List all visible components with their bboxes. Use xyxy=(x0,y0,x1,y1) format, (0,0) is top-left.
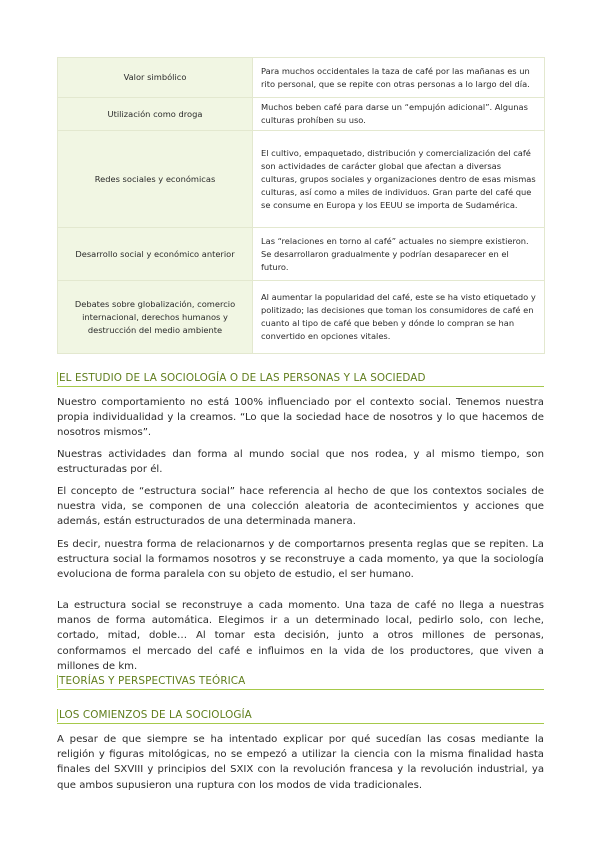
section-heading-text: TEORÍAS Y PERSPECTIVAS TEÓRICA xyxy=(59,675,246,687)
table-cell-label: Valor simbólico xyxy=(58,58,253,98)
table-row xyxy=(58,131,545,228)
table-row xyxy=(58,281,545,354)
table-row xyxy=(58,98,545,131)
paragraph: Nuestras actividades dan forma al mundo social que nos rodea, y al mismo tiempo, son estructuradas por él. xyxy=(57,449,544,476)
table-cell-label: Desarrollo social y económico anterior xyxy=(58,228,253,281)
table-cell-text: Al aumentar la popularidad del café, este se ha visto etiquetado y politizado; las decisiones que toman los consumidores de café en cuanto al tipo de café que beben y dónde lo compran se han convertido en opciones vitales. xyxy=(253,281,545,354)
section-heading-text: EL ESTUDIO DE LA SOCIOLOGÍA O DE LAS PERSONAS Y LA SOCIEDAD xyxy=(59,372,426,384)
table-row xyxy=(58,58,545,98)
paragraph: El concepto de “estructura social” hace referencia al hecho de que los contextos sociales de nuestra vida, se componen de una colección aleatoria de acontecimientos y acciones que además, están estructurados de una determinada manera. xyxy=(57,486,544,528)
coffee-table xyxy=(57,57,545,354)
table-cell-text: Las “relaciones en torno al café” actuales no siempre existieron. Se desarrollaron gradualmente y podrían desaparecer en el futuro. xyxy=(253,228,545,281)
table-row xyxy=(58,228,545,281)
table-cell-text: Muchos beben café para darse un “empujón adicional”. Algunas culturas prohíben su uso. xyxy=(253,98,545,131)
table-cell-text: El cultivo, empaquetado, distribución y comercialización del café son actividades de carácter global que afectan a diversas culturas, grupos sociales y organizaciones dentro de esas mismas culturas, así como a miles de individuos. Gran parte del café que se consume en Europa y los EEUU se importa de Sudamérica. xyxy=(253,131,545,228)
paragraph: Es decir, nuestra forma de relacionarnos y de comportarnos presenta reglas que se repiten. La estructura social la formamos nosotros y se reconstruye a cada momento, ya que la sociología evoluciona de forma paralela con su objeto de estudio, el ser humano. xyxy=(57,539,544,581)
paragraph: La estructura social se reconstruye a cada momento. Una taza de café no llega a nuestras manos de forma automática. Elegimos ir a un determinado local, pedirlo solo, con leche, cortado, mitad, doble… Al tomar esta decisión, junto a otros millones de personas, conformamos el mercado del café e influimos en la vida de los productores, que viven a millones de km. xyxy=(57,600,544,672)
section-heading-teorias xyxy=(57,673,544,690)
table-cell-label: Utilización como droga xyxy=(58,98,253,131)
section-heading-sociologia xyxy=(57,370,544,387)
section-heading-comienzos xyxy=(57,707,544,724)
table-cell-text: Para muchos occidentales la taza de café por las mañanas es un rito personal, que se repite con otras personas a lo largo del día. xyxy=(253,58,545,98)
section-heading-text: LOS COMIENZOS DE LA SOCIOLOGÍA xyxy=(59,709,252,721)
paragraph: A pesar de que siempre se ha intentado explicar por qué sucedían las cosas mediante la religión y figuras mitológicas, no se empezó a utilizar la ciencia con la misma finalidad hasta finales del SXVIII y principios del SXIX con la revolución francesa y la revolución industrial, ya que ambos supusieron una ruptura con los modos de vida tradicionales. xyxy=(57,734,544,791)
table-cell-label: Debates sobre globalización, comercio internacional, derechos humanos y destrucción del medio ambiente xyxy=(58,281,253,354)
table-cell-label: Redes sociales y económicas xyxy=(58,131,253,228)
paragraph: Nuestro comportamiento no está 100% influenciado por el contexto social. Tenemos nuestra propia individualidad y la creamos. “Lo que la sociedad hace de nosotros y lo que hacemos de nosotros mismos”. xyxy=(57,397,544,439)
